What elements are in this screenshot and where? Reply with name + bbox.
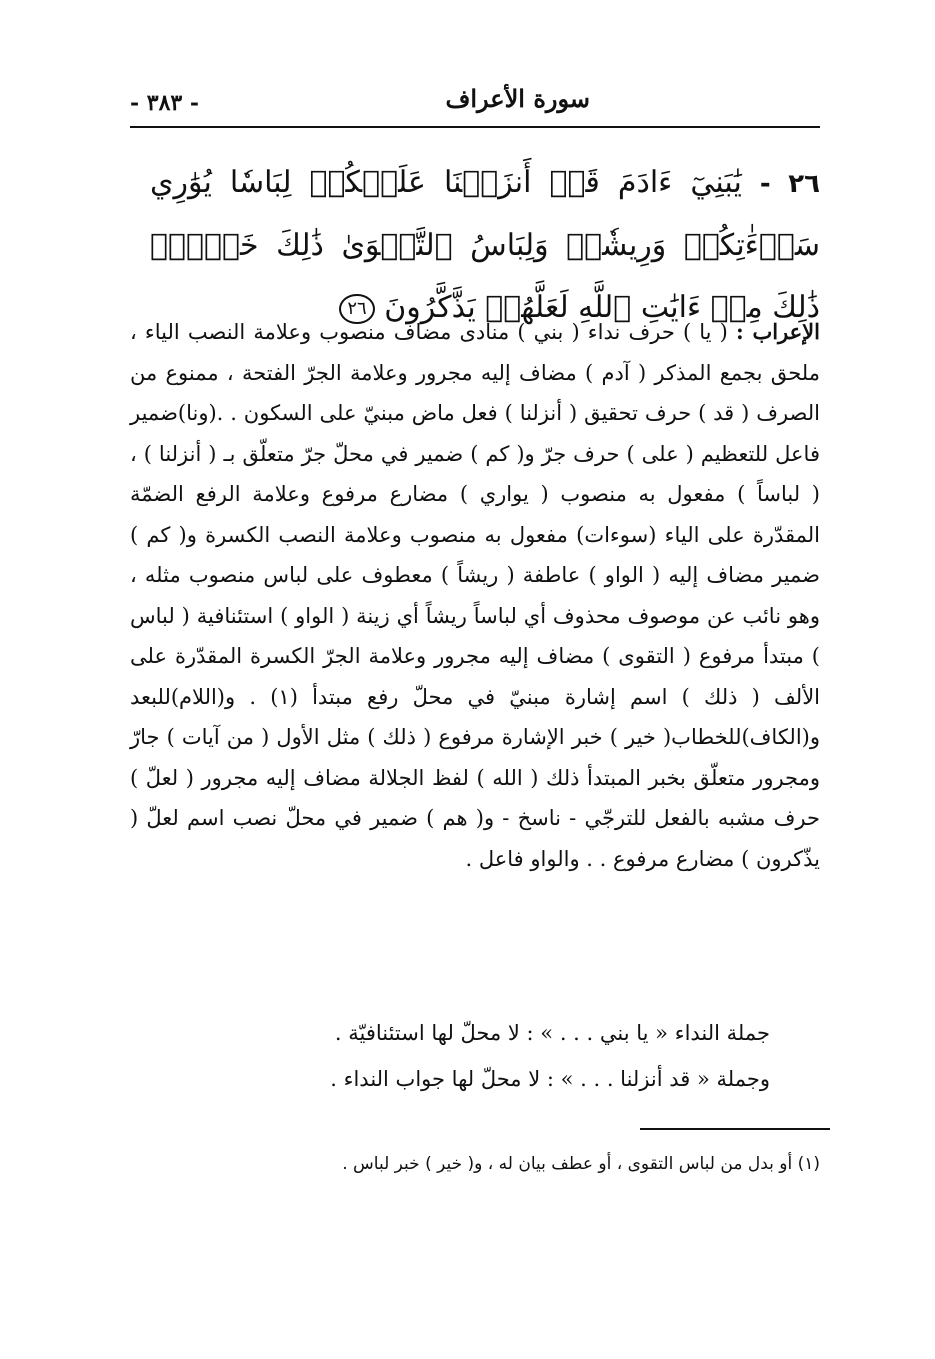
verse-number: ٢٦ -	[759, 169, 820, 199]
ayah-end-mark: ٢٦	[339, 294, 374, 324]
surah-title: سورة الأعراف	[445, 84, 590, 113]
sentence-line: جملة النداء « يا بني . . . » : لا محلّ لها استئنافيّة .	[334, 1021, 770, 1045]
sentence-analysis	[330, 1010, 770, 1102]
verse-text: يَٰبَنِيٓ ءَادَمَ قَدۡ أَنزَلۡنَا عَلَيۡكُمۡ لِبَاسٗا يُوَٰرِي سَوۡءَٰتِكُمۡ وَرِيشٗاۖ وَلِبَاسُ ٱلتَّقۡوَىٰ ذَٰلِكَ خَيۡرٞۚ ذَٰلِكَ مِنۡ ءَايَٰتِ ٱللَّهِ لَعَلَّهُمۡ يَذَّكَّرُونَ	[150, 165, 820, 325]
footnote: (١) أو بدل من لباس التقوى ، أو عطف بيان له ، و( خير ) خبر لباس .	[342, 1154, 820, 1174]
page-header	[130, 78, 820, 128]
irab-label: الإعراب :	[735, 319, 820, 344]
header-rule	[130, 126, 820, 128]
irab-paragraph	[130, 312, 820, 879]
footnote-rule	[640, 1128, 830, 1130]
page-number: - ٣٨٣ -	[130, 90, 200, 116]
sentence-line: وجملة « قد أنزلنا . . . » : لا محلّ لها جواب النداء .	[330, 1067, 770, 1091]
irab-text: ( يا ) حرف نداء ( بني ) منادى مضاف منصوب وعلامة النصب الياء ، ملحق بجمع المذكر ( آدم ) مضاف إليه مجرور وعلامة الجرّ الفتحة ، ممنوع من الصرف ( قد ) حرف تحقيق ( أنزلنا ) فعل ماض مبنيّ على السكون . .(ونا)ضمير فاعل للتعظيم ( على ) حرف جرّ و( كم ) ضمير في محلّ جرّ متعلّق بـ ( أنزلنا ) ، ( لباساً ) مفعول به منصوب ( يواري ) مضارع مرفوع وعلامة الرفع الضمّة المقدّرة على الياء (سوءات) مفعول به منصوب وعلامة النصب الكسرة و( كم ) ضمير مضاف إليه ( الواو ) عاطفة ( ريشاً ) معطوف على لباس منصوب مثله ، وهو نائب عن موصوف محذوف أي لباساً ريشاً أي زينة ( الواو ) استئنافية ( لباس ) مبتدأ مرفوع ( التقوى ) مضاف إليه مجرور وعلامة الجرّ الكسرة المقدّرة على الألف ( ذلك ) اسم إشارة مبنيّ في محلّ رفع مبتدأ (١) . و(اللام)للبعد و(الكاف)للخطاب( خير ) خبر الإشارة مرفوع ( ذلك ) مثل الأول ( من آيات ) جارّ ومجرور متعلّق بخبر المبتدأ ذلك ( الله ) لفظ الجلالة مضاف إليه مجرور ( لعلّ ) حرف مشبه بالفعل للترجّي - ناسخ - و( هم ) ضمير في محلّ نصب اسم لعلّ ( يذّكرون ) مضارع مرفوع . . والواو فاعل .	[130, 320, 821, 871]
quran-verse	[150, 152, 820, 339]
